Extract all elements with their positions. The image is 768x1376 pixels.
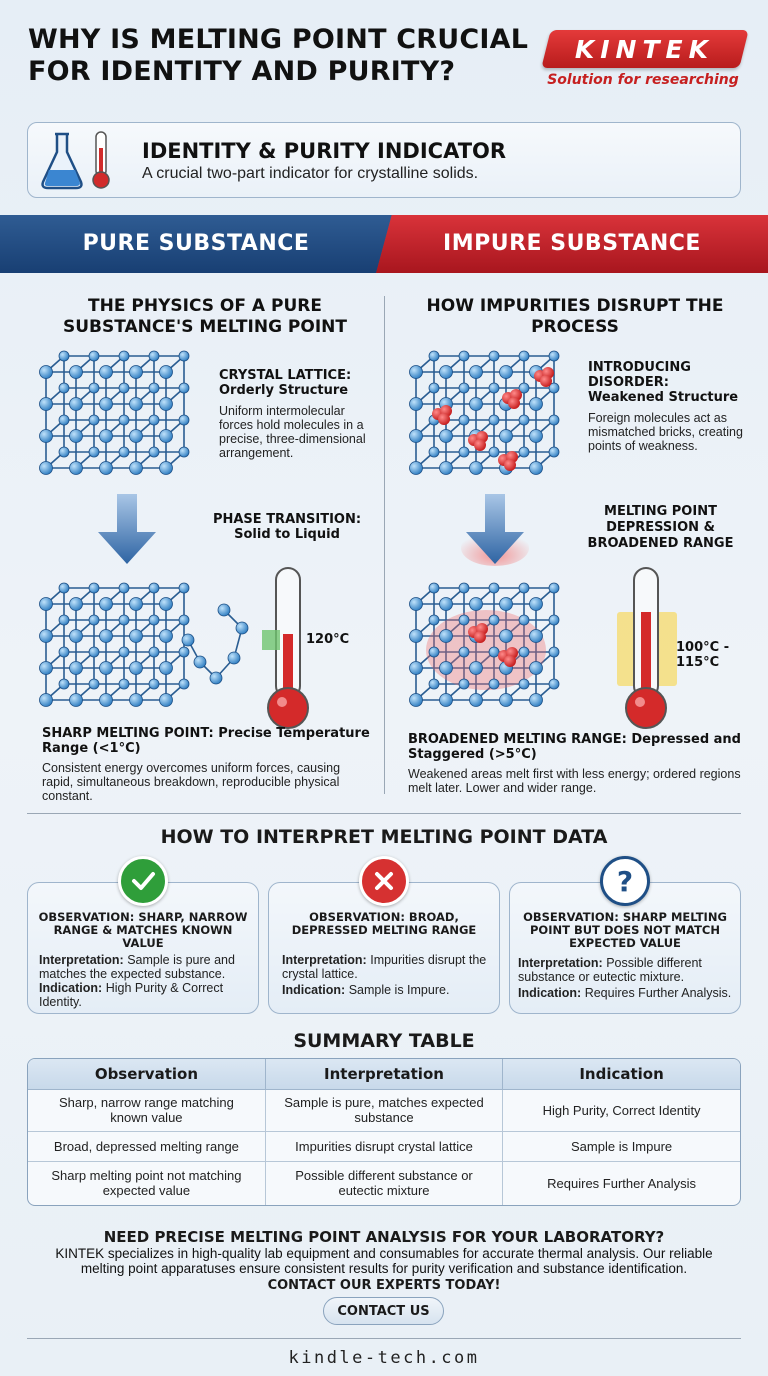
impure-temperature-range: 100°C - 115°C	[676, 640, 730, 670]
table-cell: High Purity, Correct Identity	[503, 1089, 740, 1131]
logo-text: KINTEK	[575, 34, 715, 64]
pure-melt-text: Consistent energy overcomes uniform forces, causing rapid, simultaneous breakdown, reproducible physical constant.	[42, 761, 341, 803]
impure-banner-label: IMPURE SUBSTANCE	[443, 231, 701, 256]
impure-disorder-text: Foreign molecules act as mismatched bricks, creating points of weakness.	[588, 411, 743, 453]
card-interpretation: Interpretation: Impurities disrupt the crystal lattice.	[282, 953, 487, 981]
impure-section-title: HOW IMPURITIES DISRUPT THE PROCESS	[426, 296, 724, 337]
card-indication: Indication: High Purity & Correct Identity.	[39, 981, 224, 1009]
card-observation: OBSERVATION: BROAD, DEPRESSED MELTING RANGE	[291, 910, 477, 937]
table-cell: Sharp melting point not matching expected value	[28, 1161, 265, 1205]
impure-melting-lattice-illustration	[408, 580, 578, 710]
thermometer-icon	[88, 128, 114, 192]
depression-heading: MELTING POINT DEPRESSION & BROADENED RANGE	[587, 504, 734, 551]
question-icon: ?	[600, 856, 650, 906]
impure-melt-heading: BROADENED MELTING RANGE: Depressed and Staggered (>5°C)	[408, 732, 741, 762]
impure-disorder-heading: INTRODUCING DISORDER: Weakened Structure	[588, 360, 739, 405]
indicator-subtitle: A crucial two-part indicator for crystalline solids.	[142, 165, 479, 182]
contact-us-button[interactable]: CONTACT US	[323, 1297, 444, 1325]
pure-temperature-highlight	[262, 630, 280, 650]
card-interpretation: Interpretation: Possible different substance or eutectic mixture.	[518, 956, 702, 984]
table-row	[28, 1161, 740, 1205]
pure-melt-heading: SHARP MELTING POINT: Precise Temperature Range (<1°C)	[42, 726, 370, 756]
card-indication: Indication: Requires Further Analysis.	[518, 986, 732, 1000]
card-observation: OBSERVATION: SHARP, NARROW RANGE & MATCHES KNOWN VALUE	[38, 910, 248, 950]
cta-title: NEED PRECISE MELTING POINT ANALYSIS FOR YOUR LABORATORY?	[103, 1228, 665, 1246]
table-header: Observation	[28, 1059, 265, 1089]
down-arrow-icon	[92, 490, 162, 568]
summary-title: SUMMARY TABLE	[293, 1030, 475, 1052]
check-icon	[118, 856, 168, 906]
section-divider	[27, 813, 741, 814]
cta-body: KINTEK specializes in high-quality lab equipment and consumables for accurate thermal analysis. Our reliable melting point apparatuses ensure consistent results for purity verification and substance identification.	[55, 1246, 713, 1276]
footer-divider	[27, 1338, 741, 1339]
table-cell: Sharp, narrow range matching known value	[28, 1089, 265, 1131]
card-observation: OBSERVATION: SHARP MELTING POINT BUT DOES NOT MATCH EXPECTED VALUE	[523, 910, 727, 950]
table-header: Indication	[503, 1059, 740, 1089]
table-header: Interpretation	[265, 1059, 502, 1089]
card-indication: Indication: Sample is Impure.	[282, 983, 450, 997]
card-interpretation: Interpretation: Sample is pure and matches the expected substance.	[39, 953, 235, 981]
table-cell: Sample is Impure	[503, 1131, 740, 1161]
table-row	[28, 1131, 740, 1161]
pure-lattice-text: Uniform intermolecular forces hold molecules in a precise, three-dimensional arrangement.	[219, 404, 366, 460]
table-row	[28, 1089, 740, 1131]
column-divider	[384, 296, 385, 794]
pure-temperature: 120°C	[306, 632, 350, 647]
kintek-logo[interactable]	[541, 30, 748, 68]
table-cell: Requires Further Analysis	[547, 1175, 696, 1191]
cta-strong: CONTACT OUR EXPERTS TODAY!	[267, 1278, 501, 1293]
phase-transition-heading: PHASE TRANSITION: Solid to Liquid	[212, 512, 362, 542]
table-cell: Possible different substance or eutectic mixture	[265, 1161, 502, 1205]
indicator-title: IDENTITY & PURITY INDICATOR	[142, 139, 507, 163]
interpret-title: HOW TO INTERPRET MELTING POINT DATA	[160, 826, 608, 848]
pure-banner-label: PURE SUBSTANCE	[82, 231, 310, 256]
impure-thermometer-icon	[616, 564, 676, 734]
table-cell: Impurities disrupt crystal lattice	[265, 1131, 502, 1161]
summary-table	[27, 1058, 741, 1206]
flask-icon	[38, 128, 86, 192]
pure-melting-lattice-illustration	[38, 580, 253, 710]
table-cell: Broad, depressed melting range	[28, 1131, 265, 1161]
logo-tagline: Solution for researching	[547, 72, 739, 88]
pure-section-title: THE PHYSICS OF A PURE SUBSTANCE'S MELTING POINT	[63, 296, 347, 337]
impure-lattice-illustration	[408, 348, 578, 478]
pure-lattice-heading: CRYSTAL LATTICE: Orderly Structure	[219, 368, 352, 398]
cross-icon	[359, 856, 409, 906]
page-title: WHY IS MELTING POINT CRUCIAL FOR IDENTITY AND PURITY?	[28, 24, 529, 87]
down-arrow-icon	[460, 490, 530, 568]
footer-url[interactable]: kindle-tech.com	[288, 1348, 480, 1368]
table-cell: Sample is pure, matches expected substance	[265, 1089, 502, 1131]
pure-lattice-illustration	[38, 348, 208, 478]
impure-melt-text: Weakened areas melt first with less energy; ordered regions melt later. Lower and wider range.	[408, 767, 741, 795]
